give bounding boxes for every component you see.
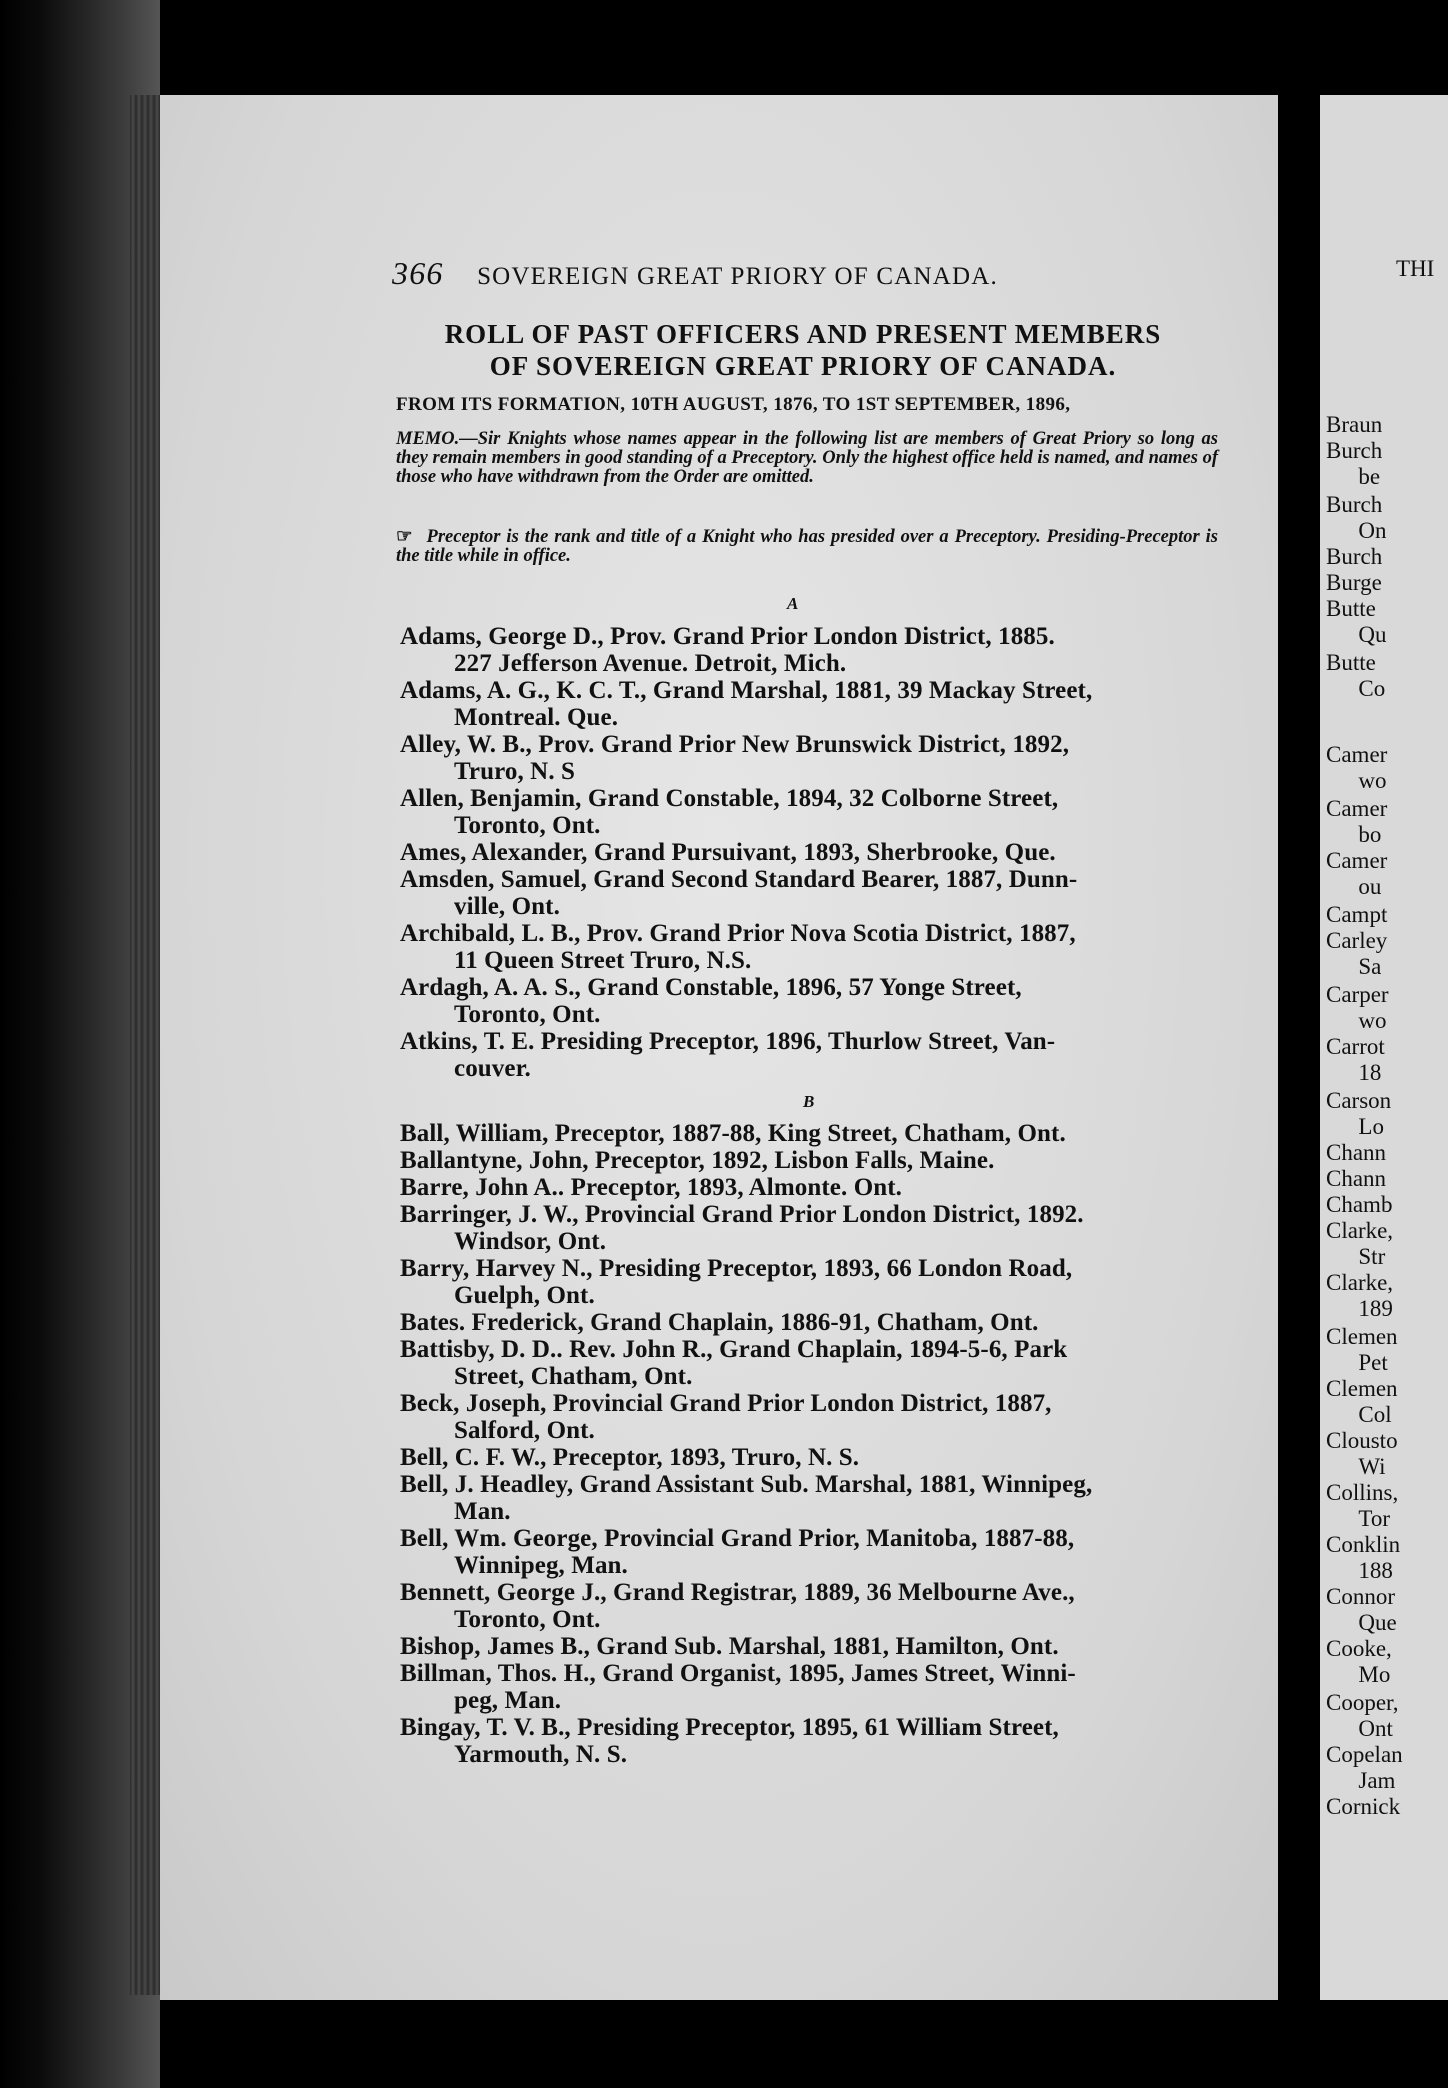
right-page-line: Carrot — [1326, 1034, 1385, 1059]
roll-entry — [400, 1147, 1218, 1174]
right-page-line: Jam — [1358, 1768, 1396, 1793]
entry-line-1: Barre, John A.. Preceptor, 1893, Almonte. Ont. — [400, 1174, 903, 1201]
entry-line-1: Bell, J. Headley, Grand Assistant Sub. Marshal, 1881, Winnipeg, — [400, 1471, 1093, 1498]
entry-line-2: 11 Queen Street Truro, N.S. — [454, 947, 752, 974]
pointing-hand-icon: ☞ — [396, 527, 413, 547]
section-letter-a: A — [787, 594, 799, 613]
entry-line-2: Truro, N. S — [454, 758, 576, 785]
entry-line-1: Bell, Wm. George, Provincial Grand Prior, Manitoba, 1887-88, — [400, 1525, 1075, 1552]
right-page-line: Connor — [1326, 1584, 1395, 1609]
roll-entry — [400, 1444, 1218, 1471]
section-letter-b: B — [803, 1092, 815, 1111]
right-page-line: Col — [1358, 1402, 1392, 1427]
entry-line-1: Archibald, L. B., Prov. Grand Prior Nova Scotia District, 1887, — [400, 920, 1076, 947]
preceptor-note-text: Preceptor is the rank and title of a Knight who has presided over a Preceptory. Presiding-Preceptor is the title while in office. — [396, 527, 1219, 566]
subtitle: FROM ITS FORMATION, 10TH AUGUST, 1876, TO 1ST SEPTEMBER, 1896, — [396, 394, 1071, 415]
right-page-line: 188 — [1358, 1558, 1393, 1583]
entry-line-1: Bell, C. F. W., Preceptor, 1893, Truro, N. S. — [400, 1444, 860, 1471]
right-page-line: Carper — [1326, 982, 1389, 1007]
right-page-line: Clemen — [1326, 1376, 1398, 1401]
right-page-line: Co — [1358, 676, 1386, 701]
entry-line-2: Montreal. Que. — [454, 704, 619, 731]
entry-line-1: Ball, William, Preceptor, 1887-88, King Street, Chatham, Ont. — [400, 1120, 1066, 1147]
entry-line-1: Billman, Thos. H., Grand Organist, 1895, James Street, Winni- — [400, 1660, 1076, 1687]
entry-line-1: Bingay, T. V. B., Presiding Preceptor, 1895, 61 William Street, — [400, 1714, 1059, 1741]
right-page-line: Lo — [1358, 1114, 1384, 1139]
running-head — [392, 255, 1112, 292]
entry-line-1: Barry, Harvey N., Presiding Preceptor, 1893, 66 London Road, — [400, 1255, 1073, 1282]
page-edges — [130, 95, 160, 1995]
right-page-line: wo — [1358, 768, 1387, 793]
right-page-line: Pet — [1358, 1350, 1388, 1375]
entry-line-1: Battisby, D. D.. Rev. John R., Grand Chaplain, 1894-5-6, Park — [400, 1336, 1068, 1363]
right-page-line: Campt — [1326, 902, 1388, 927]
right-page-line: Carson — [1326, 1088, 1392, 1113]
entry-line-2: peg, Man. — [454, 1687, 562, 1714]
right-page-line: Str — [1358, 1244, 1386, 1269]
roll-entry — [400, 1633, 1218, 1660]
roll-entry — [400, 974, 1218, 1028]
right-page-line: bo — [1358, 822, 1382, 847]
roll-entry — [400, 1471, 1218, 1525]
entry-line-2: Toronto, Ont. — [454, 1606, 601, 1633]
entry-line-1: Ardagh, A. A. S., Grand Constable, 1896, 57 Yonge Street, — [400, 974, 1022, 1001]
entry-line-2: Toronto, Ont. — [454, 812, 601, 839]
right-page-line: Burch — [1326, 492, 1383, 517]
roll-entry — [400, 1174, 1218, 1201]
right-page-line: Cooke, — [1326, 1636, 1392, 1661]
right-page-line: Copelan — [1326, 1742, 1403, 1767]
right-page-line: Butte — [1326, 650, 1376, 675]
right-page-line: On — [1358, 518, 1387, 543]
entry-line-1: Beck, Joseph, Provincial Grand Prior London District, 1887, — [400, 1390, 1052, 1417]
right-page-line: Butte — [1326, 596, 1376, 621]
title-line-1: ROLL OF PAST OFFICERS AND PRESENT MEMBERS — [444, 319, 1162, 349]
entry-line-2: Winnipeg, Man. — [454, 1552, 628, 1579]
roll-entry — [400, 1525, 1218, 1579]
title-line-2: OF SOVEREIGN GREAT PRIORY OF CANADA. — [489, 351, 1117, 381]
entry-line-1: Atkins, T. E. Presiding Preceptor, 1896, Thurlow Street, Van- — [400, 1028, 1056, 1055]
entry-line-2: Salford, Ont. — [454, 1417, 595, 1444]
entry-line-2: Man. — [454, 1498, 511, 1525]
right-page-line: Cornick — [1326, 1794, 1401, 1819]
roll-entry — [400, 1579, 1218, 1633]
entry-line-2: Toronto, Ont. — [454, 1001, 601, 1028]
page-title — [390, 318, 1216, 382]
entry-line-1: Barringer, J. W., Provincial Grand Prior London District, 1892. — [400, 1201, 1084, 1228]
right-page-line: Burch — [1326, 544, 1383, 569]
right-page-line: Clemen — [1326, 1324, 1398, 1349]
roll-entry — [400, 1714, 1218, 1768]
right-page-line: Collins, — [1326, 1480, 1399, 1505]
right-page-line: wo — [1358, 1008, 1387, 1033]
entry-line-2: Yarmouth, N. S. — [454, 1741, 628, 1768]
right-page — [1320, 95, 1448, 2000]
entry-line-2: 227 Jefferson Avenue. Detroit, Mich. — [454, 650, 847, 677]
right-page-line: 18 — [1358, 1060, 1382, 1085]
memo-text: MEMO.—Sir Knights whose names appear in the following list are members of Great Priory so long as they remain members in good standing of a Preceptory. Only the highest office held is named, and names of those who have withdrawn from the Order are omitted. — [396, 429, 1218, 487]
entry-line-1: Adams, George D., Prov. Grand Prior London District, 1885. — [400, 623, 1055, 650]
page-number: 366 — [392, 255, 444, 291]
roll-entry — [400, 785, 1218, 839]
entry-line-1: Adams, A. G., K. C. T., Grand Marshal, 1881, 39 Mackay Street, — [400, 677, 1093, 704]
roll-entry — [400, 1201, 1218, 1255]
roll-entry — [400, 1336, 1218, 1390]
roll-entry — [400, 1028, 1218, 1082]
entry-line-1: Alley, W. B., Prov. Grand Prior New Brunswick District, 1892, — [400, 731, 1070, 758]
right-page-line: Chamb — [1326, 1192, 1393, 1217]
right-page-line: Camer — [1326, 796, 1388, 821]
right-page-line: Qu — [1358, 622, 1387, 647]
roll-entry — [400, 839, 1218, 866]
right-page-line: Sa — [1358, 954, 1382, 979]
right-page-line: Clarke, — [1326, 1218, 1394, 1243]
preceptor-note — [396, 528, 1218, 566]
entry-line-1: Ames, Alexander, Grand Pursuivant, 1893, Sherbrooke, Que. — [400, 839, 1056, 866]
right-page-line: Camer — [1326, 742, 1388, 767]
right-page-line: Wi — [1358, 1454, 1386, 1479]
entry-line-1: Amsden, Samuel, Grand Second Standard Bearer, 1887, Dunn- — [400, 866, 1078, 893]
roll-entry — [400, 677, 1218, 731]
right-page-line: Braun — [1326, 412, 1383, 437]
entry-line-2: Windsor, Ont. — [454, 1228, 607, 1255]
entry-line-1: Bates. Frederick, Grand Chaplain, 1886-91, Chatham, Ont. — [400, 1309, 1039, 1336]
right-page-line: Carley — [1326, 928, 1388, 953]
entry-line-1: Bennett, George J., Grand Registrar, 1889, 36 Melbourne Ave., — [400, 1579, 1075, 1606]
right-page-line: Burge — [1326, 570, 1382, 595]
entry-line-2: couver. — [454, 1055, 531, 1082]
entry-line-1: Allen, Benjamin, Grand Constable, 1894, 32 Colborne Street, — [400, 785, 1059, 812]
roll-entry — [400, 1660, 1218, 1714]
right-page-line: Clousto — [1326, 1428, 1398, 1453]
roll-entry — [400, 1309, 1218, 1336]
right-page-line: Clarke, — [1326, 1270, 1394, 1295]
right-page-line: Camer — [1326, 848, 1388, 873]
right-page-line: Que — [1358, 1610, 1397, 1635]
running-head-text: SOVEREIGN GREAT PRIORY OF CANADA. — [477, 263, 998, 290]
roll-entry — [400, 623, 1218, 677]
right-page-line: Mo — [1358, 1662, 1391, 1687]
roll-entry — [400, 1390, 1218, 1444]
roll-entry — [400, 866, 1218, 920]
roll-entry — [400, 920, 1218, 974]
right-page-line: Chann — [1326, 1166, 1387, 1191]
entry-line-2: ville, Ont. — [454, 893, 560, 920]
right-page-line: Burch — [1326, 438, 1383, 463]
right-page-line: Cooper, — [1326, 1690, 1399, 1715]
right-page-line: 189 — [1358, 1296, 1393, 1321]
entry-line-2: Guelph, Ont. — [454, 1282, 595, 1309]
right-page-line: ou — [1358, 874, 1382, 899]
right-page-line: Ont — [1358, 1716, 1393, 1741]
gutter — [1278, 0, 1320, 2088]
entry-line-1: Ballantyne, John, Preceptor, 1892, Lisbon Falls, Maine. — [400, 1147, 995, 1174]
entry-line-2: Street, Chatham, Ont. — [454, 1363, 693, 1390]
roll-entry — [400, 1255, 1218, 1309]
entry-line-1: Bishop, James B., Grand Sub. Marshal, 1881, Hamilton, Ont. — [400, 1633, 1059, 1660]
right-page-line: be — [1358, 464, 1381, 489]
right-page-head: THI — [1396, 256, 1435, 281]
roll-entry — [400, 731, 1218, 785]
right-page-line: Chann — [1326, 1140, 1387, 1165]
right-page-line: Tor — [1358, 1506, 1390, 1531]
roll-entry — [400, 1120, 1218, 1147]
right-page-line: Conklin — [1326, 1532, 1401, 1557]
